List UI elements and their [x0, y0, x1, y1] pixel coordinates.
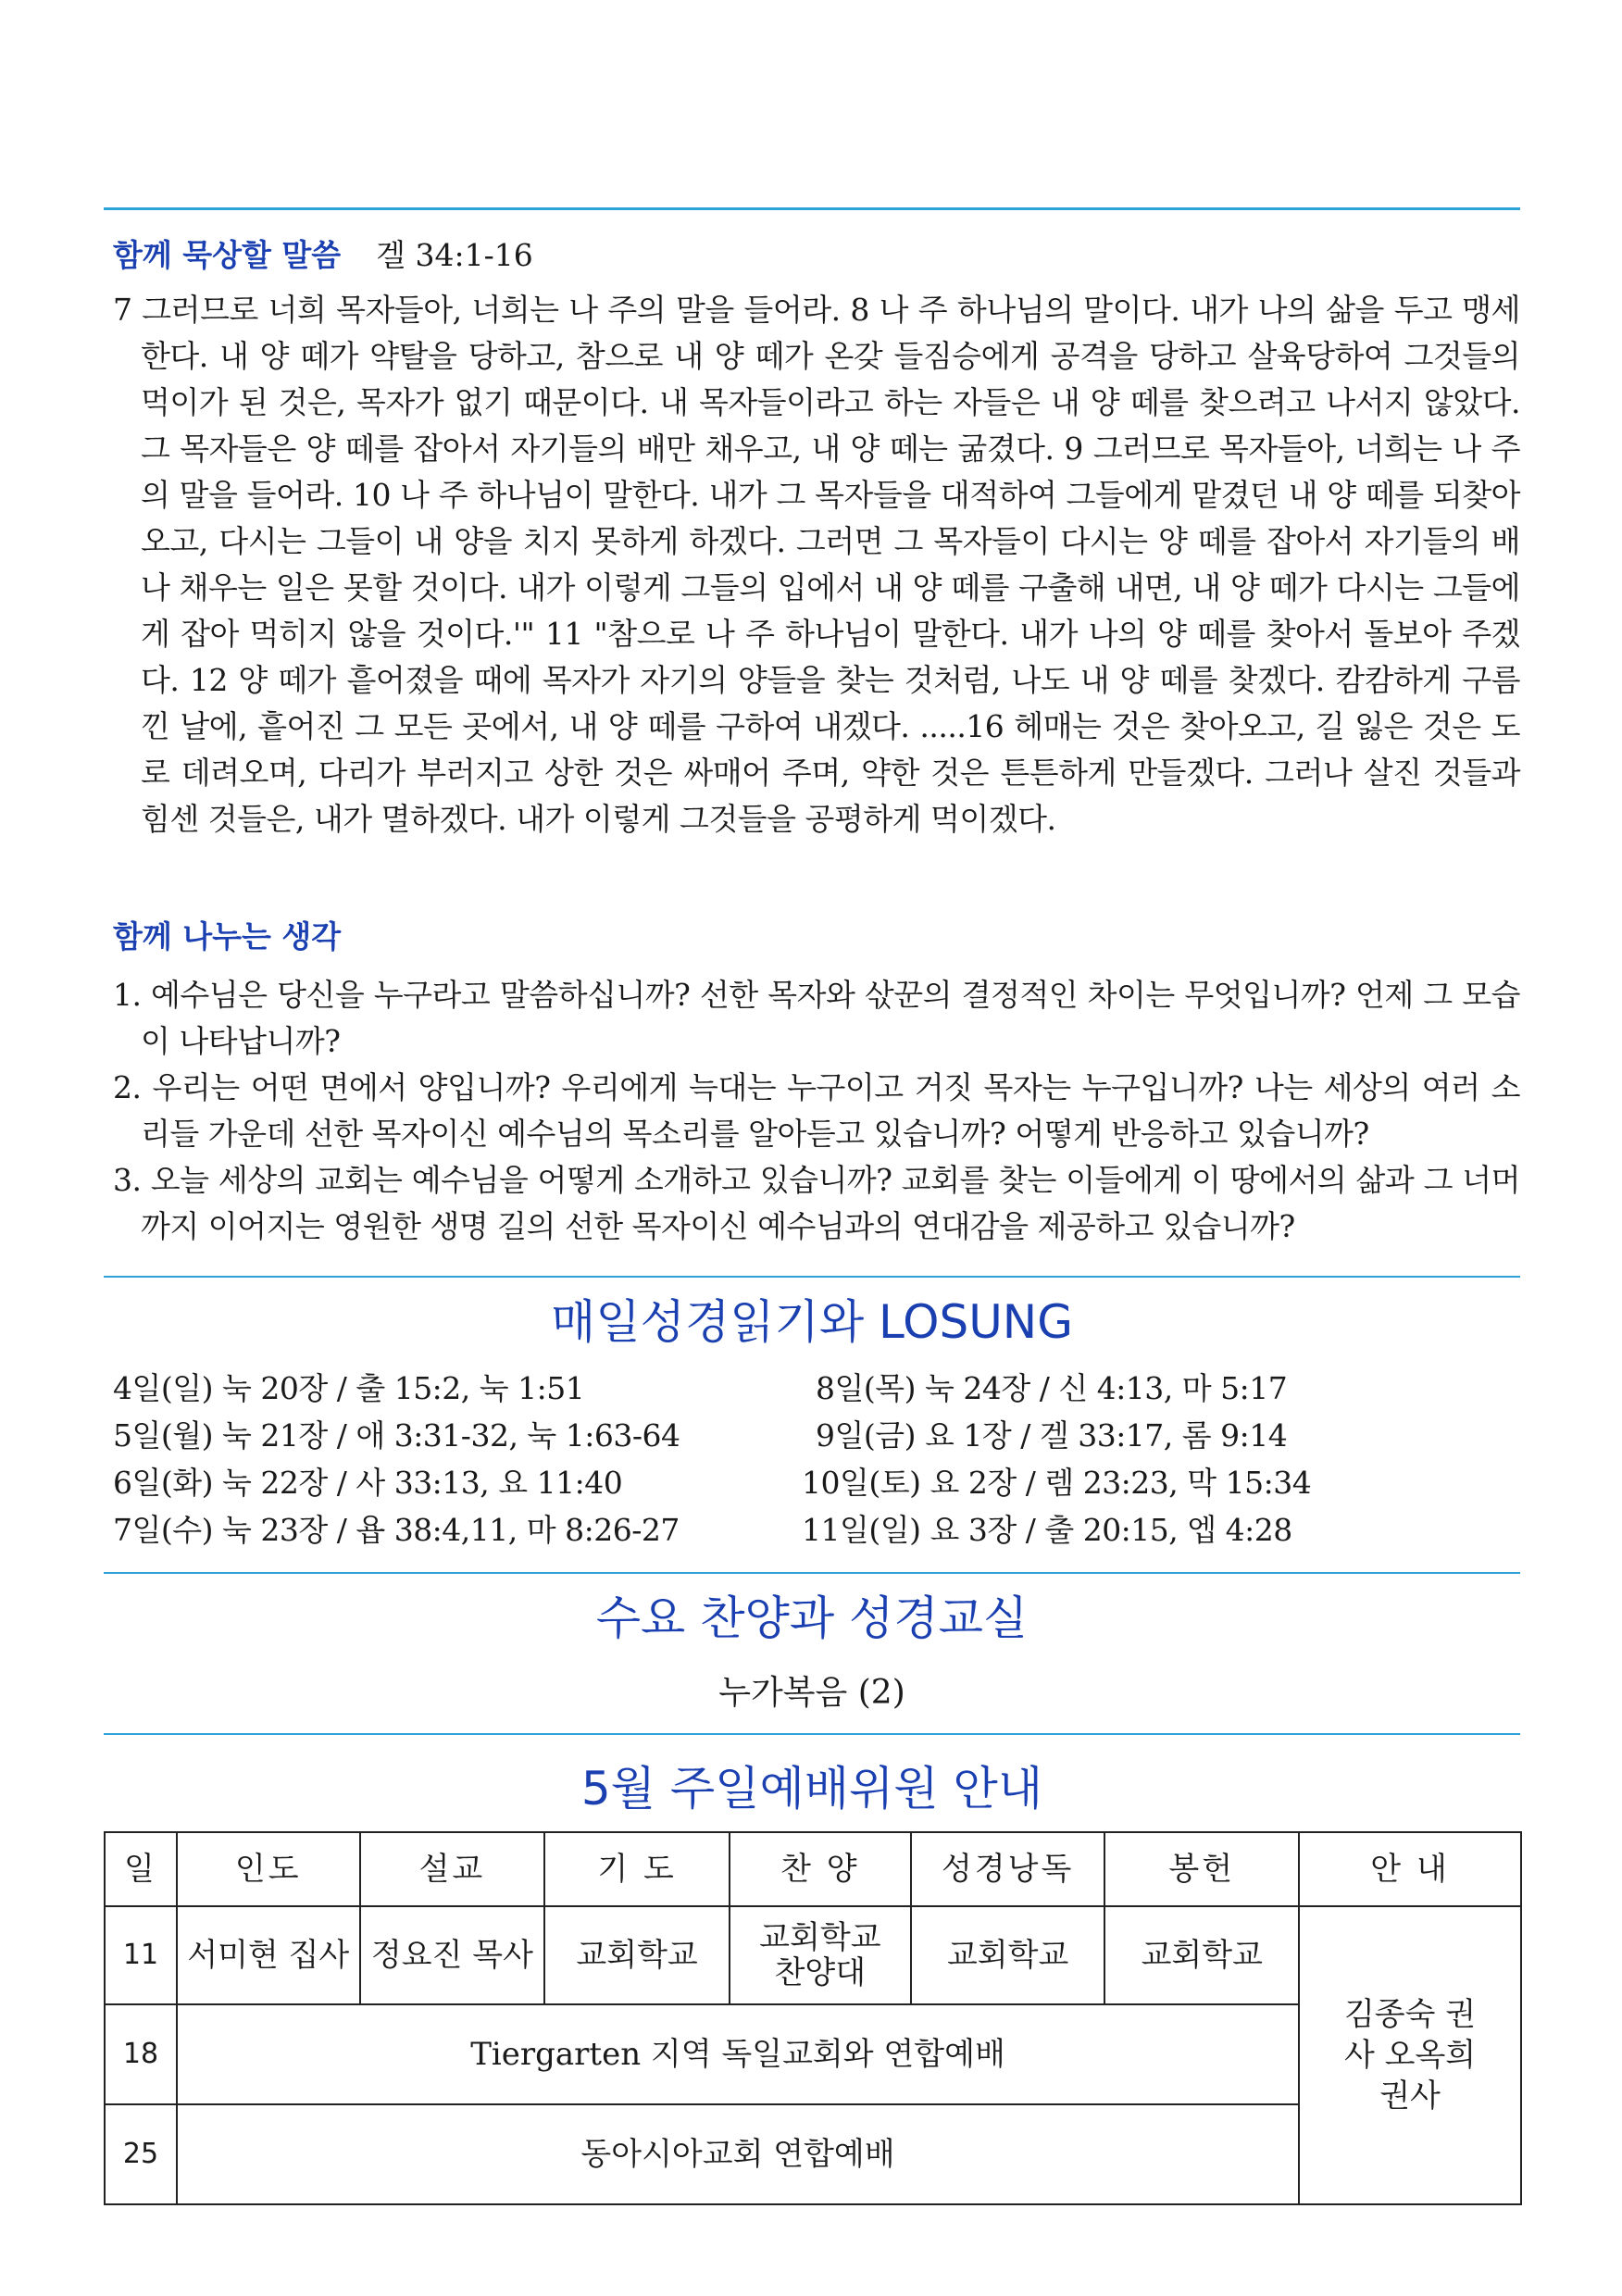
meditation-heading-label: 함께 묵상할 말씀 [113, 237, 342, 273]
section-divider [104, 1276, 1520, 1278]
question-item: 1. 예수님은 당신을 누구라고 말씀하십니까? 선한 목자와 삯꾼의 결정적인 차이는 무엇입니까? 언제 그 모습이 나타납니까? [113, 977, 1520, 1059]
day-cell: 18 [105, 2004, 177, 2104]
header-cell: 기 도 [544, 1832, 730, 1906]
leader-cell: 서미현 집사 [177, 1906, 360, 2004]
prayer-cell: 교회학교 [544, 1906, 730, 2004]
reading-item: 8일(목) 눅 24장 / 신 4:13, 마 5:17 [816, 1370, 1288, 1406]
header-cell: 일 [105, 1832, 177, 1906]
reading-item: 6일(화) 눅 22장 / 사 33:13, 요 11:40 [113, 1465, 623, 1501]
question-item: 3. 오늘 세상의 교회는 예수님을 어떻게 소개하고 있습니까? 교회를 찾는 이들에게 이 땅에서의 삶과 그 너머까지 이어지는 영원한 생명 길의 선한 목자이신 예수님과의 연대감을 제공하고 있습니까? [113, 1162, 1520, 1244]
union-service-cell: 동아시아교회 연합예배 [177, 2104, 1299, 2204]
header-cell: 인도 [177, 1832, 360, 1906]
guide-cell [1299, 1906, 1521, 2204]
meditation-passage [113, 287, 1520, 842]
top-divider [104, 207, 1520, 210]
duty-title: 5월 주일예배위원 안내 [580, 1762, 1043, 1816]
section-divider [104, 1733, 1520, 1735]
preacher-cell: 정요진 목사 [360, 1906, 545, 2004]
reading-item: 5일(월) 눅 21장 / 애 3:31-32, 눅 1:63-64 [113, 1417, 680, 1454]
meditation-text: 7 그러므로 너희 목자들아, 너희는 나 주의 말을 들어라. 8 나 주 하나님의 말이다. 내가 나의 삶을 두고 맹세한다. 내 양 떼가 약탈을 당하고, 참으로 내 양 떼가 온갖 들짐승에게 공격을 당하고 살육당하여 그것들의 먹이가 된 것은, 목자가 없기 때문이다. 내 목자들이라고 하는 자들은 내 양 떼를 찾으려고 나서지 않았다. 그 목자들은 양 떼를 잡아서 자기들의 배만 채우고, 내 양 떼는 굶겼다. 9 그러므로 목자들아, 너희는 나 주의 말을 들어라. 10 나 주 하나님이 말한다. 내가 그 목자들을 대적하여 그들에게 맡겼던 내 양 떼를 되찾아 오고, 다시는 그들이 내 양을 치지 못하게 하겠다. 그러면 그 목자들이 다시는 양 떼를 잡아서 자기들의 배나 채우는 일은 못할 것이다. 내가 이렇게 그들의 입에서 내 양 떼를 구출해 내면, 내 양 떼가 다시는 그들에게 잡아 먹히지 않을 것이다.'" 11 "참으로 나 주 하나님이 말한다. 내가 나의 양 떼를 찾아서 돌보아 주겠다. 12 양 떼가 흩어졌을 때에 목자가 자기의 양들을 찾는 것처럼, 나도 내 양 떼를 찾겠다. 캄캄하게 구름 낀 날에, 흩어진 그 모든 곳에서, 내 양 떼를 구하여 내겠다. .....16 헤매는 것은 찾아오고, 길 잃은 것은 도로 데려오며, 다리가 부러지고 상한 것은 싸매어 주며, 약한 것은 튼튼하게 만들겠다. 그러나 살진 것들과 힘센 것들은, 내가 멸하겠다. 내가 이렇게 그것들을 공평하게 먹이겠다. [113, 292, 1520, 837]
praise-cell [730, 1906, 911, 2004]
meditation-reference: 겔 34:1-16 [376, 237, 533, 273]
guide-text: 김종숙 권사 오옥희 권사 [1343, 1995, 1477, 2115]
praise-text: 교회학교 찬양대 [759, 1918, 881, 1991]
reading-item: 9일(금) 요 1장 / 겔 33:17, 롬 9:14 [816, 1417, 1288, 1454]
header-cell: 안 내 [1299, 1832, 1521, 1906]
daily-reading-title: 매일성경읽기와 LOSUNG [551, 1295, 1073, 1349]
meditation-heading [113, 231, 533, 275]
reading-cell: 교회학교 [911, 1906, 1105, 2004]
reading-right-column [802, 1365, 1311, 1554]
offering-cell: 교회학교 [1104, 1906, 1299, 2004]
reading-item: 11일(일) 요 3장 / 출 20:15, 엡 4:28 [802, 1512, 1292, 1548]
sharing-questions [113, 972, 1520, 1250]
header-cell: 봉헌 [1104, 1832, 1299, 1906]
reading-item: 4일(일) 눅 20장 / 출 15:2, 눅 1:51 [113, 1370, 585, 1406]
section-divider [104, 1572, 1520, 1574]
sharing-heading: 함께 나누는 생각 [113, 918, 342, 955]
wednesday-subtitle: 누가복음 (2) [718, 1674, 905, 1712]
header-cell: 찬 양 [730, 1832, 911, 1906]
table-row [105, 1906, 1521, 2004]
wednesday-title: 수요 찬양과 성경교실 [595, 1591, 1029, 1645]
table-header-row [105, 1832, 1521, 1906]
union-service-cell: Tiergarten 지역 독일교회와 연합예배 [177, 2004, 1299, 2104]
day-cell: 11 [105, 1906, 177, 2004]
header-cell: 설교 [360, 1832, 545, 1906]
header-cell: 성경낭독 [911, 1832, 1105, 1906]
reading-item: 7일(수) 눅 23장 / 욥 38:4,11, 마 8:26-27 [113, 1512, 680, 1548]
duty-table [104, 1831, 1522, 2205]
day-cell: 25 [105, 2104, 177, 2204]
question-item: 2. 우리는 어떤 면에서 양입니까? 우리에게 늑대는 누구이고 거짓 목자는 누구입니까? 나는 세상의 여러 소리들 가운데 선한 목자이신 예수님의 목소리를 알아듣고 있습니까? 어떻게 반응하고 있습니까? [113, 1069, 1520, 1152]
reading-left-column [113, 1365, 680, 1554]
reading-item: 10일(토) 요 2장 / 렘 23:23, 막 15:34 [802, 1465, 1312, 1501]
